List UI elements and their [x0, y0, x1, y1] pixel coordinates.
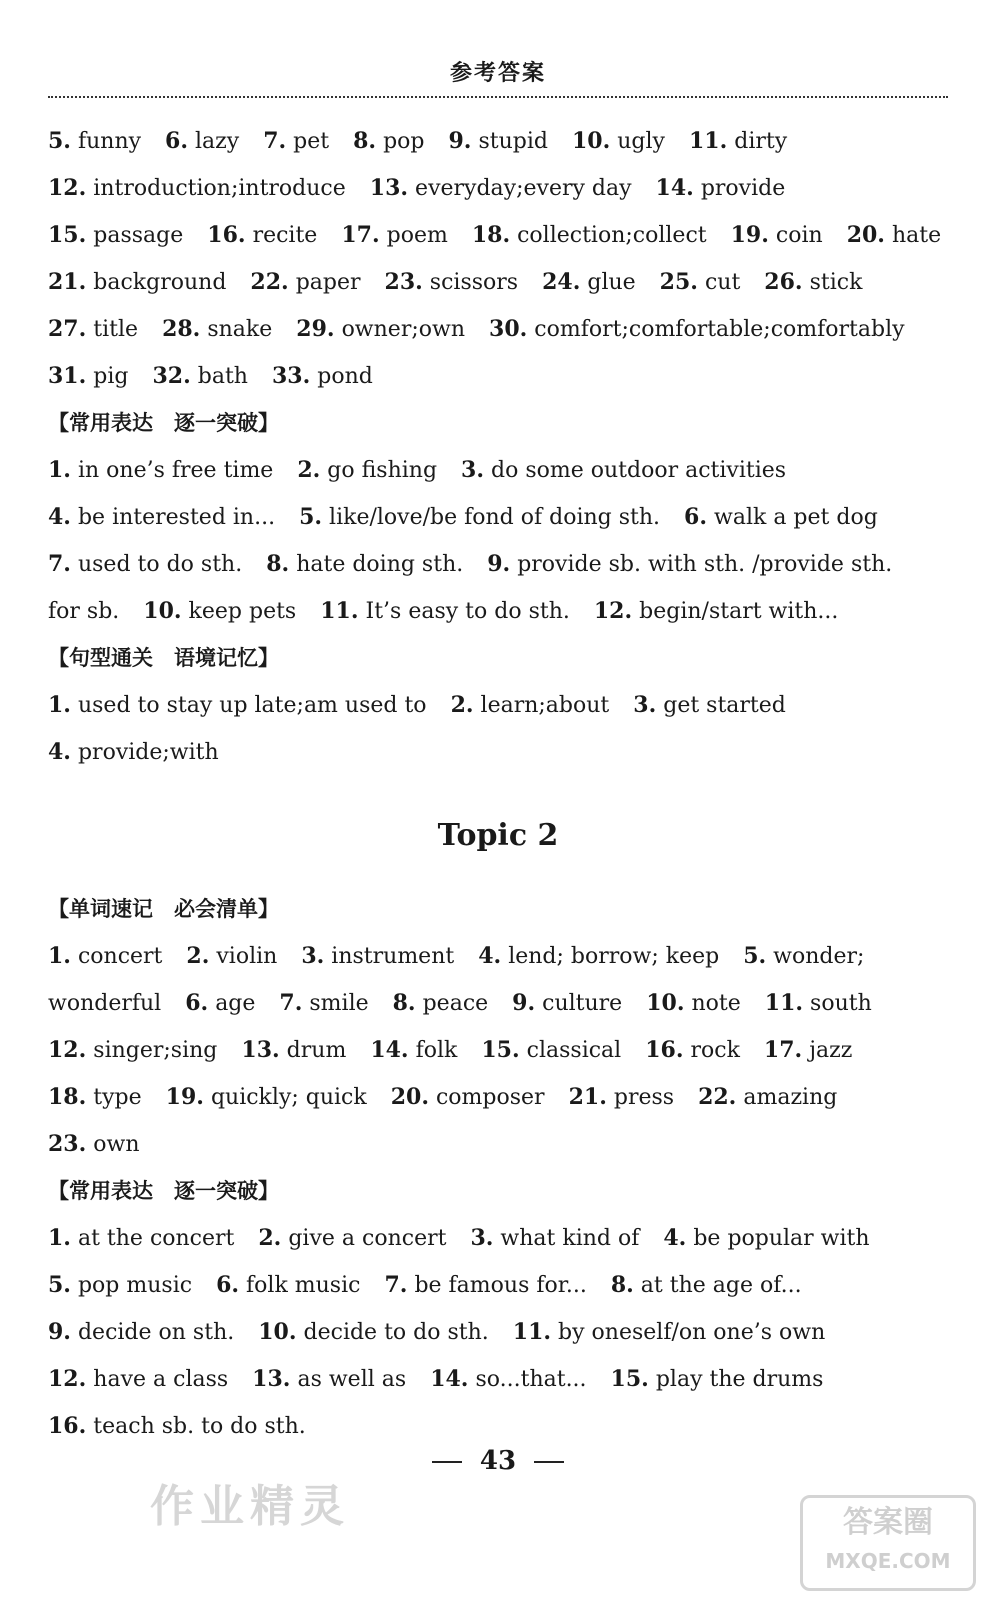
answer-number: 9.	[512, 990, 536, 1016]
answer-number: 21.	[568, 1084, 607, 1110]
page-number: 43	[479, 1446, 517, 1476]
answer-number: 17.	[341, 222, 380, 248]
answer-text: have a class	[93, 1367, 229, 1392]
answer-text: lazy	[195, 129, 240, 154]
answer-text: by oneself/on one’s own	[558, 1320, 826, 1345]
answer-text: everyday;every day	[415, 176, 632, 201]
answer-item	[663, 1226, 869, 1251]
answer-text: decide on sth.	[77, 1320, 235, 1345]
answer-item	[48, 599, 119, 624]
topic-title: Topic 2	[437, 818, 559, 853]
watermark: 作业精灵	[150, 1481, 350, 1532]
answer-number: 13.	[369, 175, 409, 201]
answer-number: 3.	[633, 692, 657, 718]
answer-number: 7.	[263, 128, 287, 154]
answer-item	[645, 1038, 740, 1063]
answer-number: 15.	[610, 1366, 649, 1392]
answer-item	[48, 1414, 306, 1439]
answer-number: 19.	[730, 222, 769, 248]
answer-number: 15.	[48, 222, 87, 248]
answer-text: stupid	[478, 129, 548, 154]
answer-number: 7.	[384, 1272, 408, 1298]
answer-number: 6.	[165, 128, 189, 154]
answer-line	[48, 259, 948, 306]
answer-number: 1.	[48, 692, 71, 718]
answer-text: go fishing	[327, 458, 438, 483]
answer-number: 1.	[48, 943, 71, 969]
answer-item	[594, 599, 839, 624]
answer-text: instrument	[331, 944, 455, 969]
answer-line	[48, 933, 948, 980]
answer-line	[48, 118, 948, 165]
answer-text: south	[810, 991, 872, 1016]
answer-item	[48, 1273, 192, 1298]
answer-item	[48, 740, 219, 765]
answer-number: 18.	[471, 222, 511, 248]
answer-item	[611, 1273, 802, 1298]
answer-line	[48, 980, 948, 1027]
answer-item	[385, 270, 519, 295]
answer-text: like/love/be fond of doing sth.	[329, 505, 661, 530]
answer-text: ugly	[617, 129, 665, 154]
answer-item	[48, 1085, 142, 1110]
answer-text: walk a pet dog	[714, 505, 878, 530]
answer-item	[472, 223, 707, 248]
answer-item	[272, 364, 373, 389]
answer-text: lend; borrow; keep	[508, 944, 720, 969]
answer-line	[48, 306, 948, 353]
answer-number: 14.	[430, 1366, 469, 1392]
answer-number: 16.	[48, 1413, 87, 1439]
answer-text: provide;with	[77, 740, 219, 765]
answer-number: 22.	[698, 1084, 737, 1110]
answer-text: glue	[587, 270, 636, 295]
answer-item	[764, 270, 862, 295]
answer-item	[48, 1226, 234, 1251]
answer-text: title	[93, 317, 139, 342]
answer-item	[572, 129, 665, 154]
answer-number: 28.	[162, 316, 201, 342]
answer-line	[48, 729, 948, 776]
answer-number: 17.	[763, 1037, 803, 1063]
answer-number: 6.	[185, 990, 209, 1016]
answer-item	[743, 944, 864, 969]
answer-item	[512, 991, 622, 1016]
answer-number: 13.	[252, 1366, 291, 1392]
answer-text: press	[613, 1085, 675, 1110]
answer-text: pet	[293, 129, 330, 154]
answer-number: 21.	[48, 269, 87, 295]
answer-line	[48, 1121, 948, 1168]
answer-item	[263, 129, 329, 154]
answer-item	[186, 944, 277, 969]
answer-item	[430, 1367, 586, 1392]
answer-line	[48, 1309, 948, 1356]
answer-number: 3.	[461, 457, 485, 483]
answer-number: 10.	[143, 598, 182, 624]
answer-number: 8.	[392, 990, 416, 1016]
answer-number: 4.	[48, 504, 71, 530]
answer-number: 5.	[48, 1272, 71, 1298]
answer-number: 15.	[481, 1037, 520, 1063]
answer-text: folk	[415, 1038, 458, 1063]
section-heading-expressions: 【常用表达 逐一突破】	[48, 411, 279, 435]
answer-text: peace	[422, 991, 489, 1016]
answer-number: 16.	[207, 222, 246, 248]
answer-text: what kind of	[500, 1226, 640, 1251]
answer-number: 18.	[48, 1084, 87, 1110]
answer-text: bath	[197, 364, 248, 389]
answer-item	[48, 317, 138, 342]
answer-text: comfort;comfortable;comfortably	[534, 317, 905, 342]
answer-number: 6.	[216, 1272, 240, 1298]
answer-number: 12.	[48, 1037, 87, 1063]
logo-url: MXQE.COM	[825, 1549, 951, 1573]
answer-item	[513, 1320, 825, 1345]
answer-text: used to do sth.	[77, 552, 243, 577]
answer-item	[48, 693, 427, 718]
answer-text: violin	[216, 944, 278, 969]
logo-text: 答案圈	[843, 1505, 933, 1540]
answer-item	[487, 552, 892, 577]
answer-item	[165, 129, 239, 154]
answer-text: pond	[317, 364, 373, 389]
answer-number: 8.	[266, 551, 290, 577]
answer-item	[393, 991, 489, 1016]
answer-item	[207, 223, 317, 248]
answer-text: collection;collect	[517, 223, 707, 248]
answer-number: 12.	[48, 1366, 87, 1392]
answer-item	[241, 1038, 346, 1063]
answer-item	[660, 270, 741, 295]
answer-number: 11.	[512, 1319, 552, 1345]
answer-number: 1.	[48, 1225, 71, 1251]
answer-item	[384, 1273, 586, 1298]
answer-text: background	[93, 270, 227, 295]
answer-item	[48, 991, 161, 1016]
header-divider	[48, 96, 948, 98]
answer-text: as well as	[297, 1367, 407, 1392]
answer-line	[48, 1074, 948, 1121]
answer-line	[48, 682, 948, 729]
answer-item	[301, 944, 454, 969]
answer-number: 5.	[743, 943, 767, 969]
answer-number: 11.	[320, 598, 359, 624]
answer-item	[765, 991, 872, 1016]
answer-item	[684, 505, 878, 530]
answer-number: 11.	[688, 128, 728, 154]
answer-line	[48, 1356, 948, 1403]
answer-item	[656, 176, 786, 201]
answer-number: 22.	[250, 269, 289, 295]
answer-item	[166, 1085, 367, 1110]
answer-number: 4.	[48, 739, 71, 765]
answer-item	[611, 1367, 824, 1392]
answer-item	[689, 129, 787, 154]
answer-line	[48, 165, 948, 212]
expressions-answers-topic2	[48, 1215, 948, 1450]
answer-text: wonderful	[48, 991, 162, 1016]
answer-line	[48, 588, 948, 635]
answer-number: 12.	[593, 598, 633, 624]
answer-item	[297, 458, 437, 483]
answer-text: do some outdoor activities	[491, 458, 787, 483]
answer-item	[451, 693, 610, 718]
answer-number: 5.	[48, 128, 71, 154]
answer-number: 4.	[663, 1225, 687, 1251]
page-header	[48, 56, 948, 87]
answer-item	[48, 129, 141, 154]
answer-number: 23.	[384, 269, 423, 295]
answer-item	[143, 599, 296, 624]
answer-number: 5.	[299, 504, 323, 530]
answer-item	[569, 1085, 674, 1110]
answer-number: 1.	[48, 457, 71, 483]
answer-text: provide sb. with sth. /provide sth.	[517, 552, 893, 577]
answer-number: 3.	[301, 943, 325, 969]
answer-item	[152, 364, 248, 389]
answer-item	[266, 552, 463, 577]
site-logo	[800, 1495, 976, 1591]
answer-number: 8.	[353, 128, 377, 154]
answer-text: composer	[435, 1085, 545, 1110]
answer-line	[48, 447, 948, 494]
answer-text: jazz	[809, 1038, 853, 1063]
answer-item	[299, 505, 660, 530]
answer-line	[48, 353, 948, 400]
answer-item	[731, 223, 823, 248]
answer-text: passage	[93, 223, 184, 248]
answer-number: 23.	[48, 1131, 87, 1157]
answer-text: in one’s free time	[77, 458, 274, 483]
answer-text: poem	[386, 223, 448, 248]
answer-item	[320, 599, 570, 624]
answer-number: 13.	[241, 1037, 280, 1063]
answer-number: 11.	[764, 990, 804, 1016]
answer-item	[48, 176, 346, 201]
answer-text: provide	[700, 176, 786, 201]
answer-item	[341, 223, 448, 248]
answer-text: give a concert	[288, 1226, 447, 1251]
expressions-answers-topic1	[48, 447, 948, 635]
answer-item	[764, 1038, 852, 1063]
answer-text: quickly; quick	[210, 1085, 367, 1110]
answer-item	[258, 1226, 446, 1251]
footer-dash-right	[534, 1461, 564, 1463]
answer-text: for sb.	[48, 599, 120, 624]
answer-number: 31.	[48, 363, 87, 389]
answer-text: stick	[809, 270, 863, 295]
answer-line	[48, 1027, 948, 1074]
answer-item	[489, 317, 905, 342]
answer-number: 12.	[48, 175, 87, 201]
answer-number: 10.	[258, 1319, 297, 1345]
vocab-answers-topic2	[48, 933, 948, 1168]
answer-number: 4.	[478, 943, 502, 969]
answer-number: 20.	[390, 1084, 429, 1110]
answer-number: 26.	[764, 269, 803, 295]
answer-number: 32.	[152, 363, 191, 389]
answer-item	[481, 1038, 621, 1063]
answer-number: 7.	[48, 551, 71, 577]
answer-text: concert	[77, 944, 163, 969]
answer-item	[48, 223, 183, 248]
answer-text: used to stay up late;am used to	[77, 693, 427, 718]
answer-number: 9.	[48, 1319, 71, 1345]
answer-number: 25.	[659, 269, 698, 295]
answer-text: be interested in...	[77, 505, 276, 530]
answer-text: note	[691, 991, 741, 1016]
answer-text: learn;about	[480, 693, 610, 718]
answer-text: pig	[93, 364, 129, 389]
answer-text: rock	[690, 1038, 740, 1063]
answer-text: coin	[775, 223, 823, 248]
answer-text: own	[93, 1132, 140, 1157]
answer-item	[48, 270, 226, 295]
vocab-answers-topic1	[48, 118, 948, 400]
answer-line	[48, 494, 948, 541]
answer-item	[296, 317, 465, 342]
answer-text: paper	[295, 270, 361, 295]
answer-item	[252, 1367, 406, 1392]
answer-number: 2.	[186, 943, 210, 969]
answer-number: 16.	[645, 1037, 684, 1063]
answer-item	[449, 129, 548, 154]
answer-text: pop	[383, 129, 425, 154]
answer-text: pop music	[77, 1273, 193, 1298]
answer-text: recite	[252, 223, 318, 248]
section-heading-vocabulary: 【单词速记 必会清单】	[48, 897, 279, 921]
answer-item	[48, 458, 273, 483]
answer-text: classical	[526, 1038, 622, 1063]
answer-number: 33.	[271, 363, 311, 389]
answer-item	[185, 991, 255, 1016]
answer-item	[370, 176, 632, 201]
answer-item	[48, 1367, 228, 1392]
answer-text: owner;own	[341, 317, 466, 342]
answer-item	[353, 129, 424, 154]
answer-item	[279, 991, 368, 1016]
sentence-answers-topic1	[48, 682, 948, 776]
answer-item	[48, 505, 275, 530]
answer-text: smile	[309, 991, 369, 1016]
answer-text: so...that...	[475, 1367, 587, 1392]
answer-number: 2.	[258, 1225, 282, 1251]
answer-text: decide to do sth.	[303, 1320, 489, 1345]
answer-item	[48, 1320, 234, 1345]
answer-text: amazing	[743, 1085, 838, 1110]
answer-item	[391, 1085, 545, 1110]
answer-text: wonder;	[773, 944, 865, 969]
answer-number: 27.	[48, 316, 87, 342]
footer-dash-left	[432, 1461, 462, 1463]
answer-number: 8.	[610, 1272, 634, 1298]
answer-text: play the drums	[655, 1367, 824, 1392]
answer-number: 14.	[655, 175, 694, 201]
answer-text: introduction;introduce	[93, 176, 346, 201]
section-heading-sentences: 【句型通关 语境记忆】	[48, 646, 279, 670]
answer-item	[48, 1132, 140, 1157]
answer-text: It’s easy to do sth.	[365, 599, 570, 624]
answer-item	[461, 458, 786, 483]
answer-number: 30.	[489, 316, 528, 342]
answer-number: 24.	[542, 269, 581, 295]
answer-number: 20.	[846, 222, 885, 248]
answer-text: get started	[663, 693, 786, 718]
answer-number: 3.	[470, 1225, 494, 1251]
answer-text: scissors	[429, 270, 519, 295]
answer-number: 9.	[487, 551, 511, 577]
answer-number: 10.	[571, 128, 611, 154]
answer-item	[250, 270, 360, 295]
answer-number: 2.	[450, 692, 474, 718]
answer-text: age	[215, 991, 256, 1016]
answer-text: at the concert	[77, 1226, 235, 1251]
answer-item	[646, 991, 741, 1016]
answer-text: culture	[542, 991, 623, 1016]
answer-item	[542, 270, 636, 295]
answer-text: drum	[286, 1038, 347, 1063]
answer-text: funny	[77, 129, 142, 154]
answer-text: be famous for...	[414, 1273, 587, 1298]
answer-item	[847, 223, 941, 248]
answer-number: 9.	[448, 128, 472, 154]
answer-line	[48, 1262, 948, 1309]
answer-text: at the age of...	[640, 1273, 802, 1298]
answer-text: cut	[704, 270, 741, 295]
answer-item	[48, 944, 162, 969]
answer-text: singer;sing	[93, 1038, 218, 1063]
answer-text: be popular with	[693, 1226, 870, 1251]
answer-item	[216, 1273, 360, 1298]
answer-text: hate	[891, 223, 942, 248]
answer-line	[48, 1403, 948, 1450]
answer-number: 19.	[165, 1084, 204, 1110]
answer-content	[48, 118, 948, 1450]
answer-text: begin/start with...	[639, 599, 839, 624]
answer-line	[48, 1215, 948, 1262]
section-heading-expressions-topic2: 【常用表达 逐一突破】	[48, 1179, 279, 1203]
answer-item	[48, 552, 242, 577]
answer-number: 7.	[279, 990, 303, 1016]
answer-item	[162, 317, 272, 342]
answer-item	[48, 364, 128, 389]
answer-line	[48, 212, 948, 259]
answer-item	[698, 1085, 837, 1110]
answer-number: 6.	[684, 504, 708, 530]
answer-text: type	[93, 1085, 142, 1110]
answer-text: dirty	[734, 129, 788, 154]
answer-item	[470, 1226, 639, 1251]
answer-text: keep pets	[188, 599, 297, 624]
answer-number: 10.	[646, 990, 685, 1016]
answer-item	[633, 693, 786, 718]
answer-number: 2.	[297, 457, 321, 483]
answer-text: teach sb. to do sth.	[93, 1414, 306, 1439]
answer-item	[478, 944, 719, 969]
answer-item	[48, 1038, 217, 1063]
answer-text: folk music	[246, 1273, 361, 1298]
answer-number: 14.	[370, 1037, 409, 1063]
answer-item	[370, 1038, 457, 1063]
answer-line	[48, 541, 948, 588]
answer-number: 29.	[296, 316, 335, 342]
answer-text: snake	[207, 317, 273, 342]
answer-text: hate doing sth.	[296, 552, 464, 577]
answer-item	[258, 1320, 489, 1345]
header-title: 参考答案	[449, 61, 546, 86]
